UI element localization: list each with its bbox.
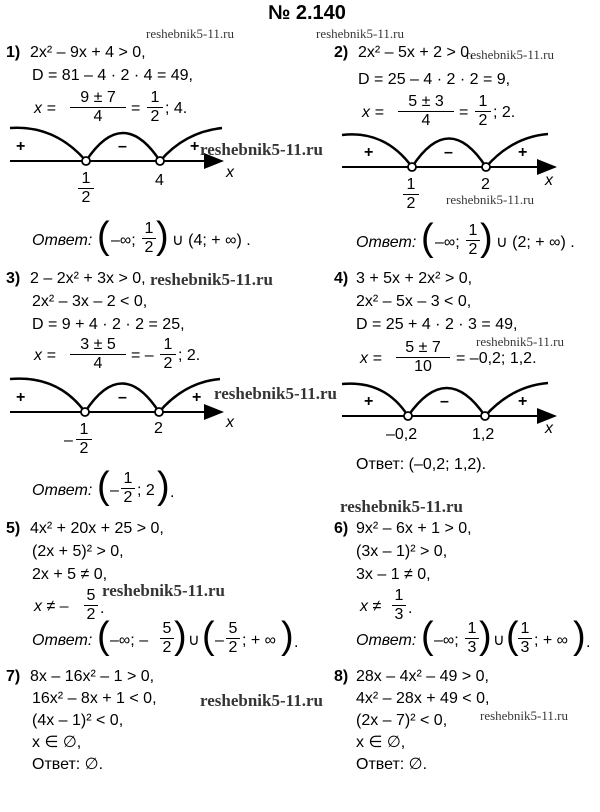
answer-label: Ответ: <box>32 232 93 249</box>
sign-plus: + <box>192 389 202 406</box>
paren-close: ) <box>480 217 493 259</box>
point-label: –0,2 <box>386 426 418 443</box>
answer-label: Ответ: <box>356 234 417 251</box>
answer-part: – <box>215 632 224 649</box>
answer-part: –∞; – <box>110 632 149 649</box>
watermark: reshebnik5-11.ru <box>476 334 564 349</box>
open-point <box>82 157 90 165</box>
sign-plus: + <box>364 144 374 161</box>
problem-8-line-4: x ∈ ∅, <box>356 734 406 751</box>
point-label: $\frac{1}{2}$ <box>78 170 94 207</box>
problem-4-x-eq: x = <box>360 350 382 367</box>
paren-close: ) <box>174 615 187 657</box>
problem-8-line-3: (2x – 7)² < 0, <box>356 712 448 729</box>
problem-3-number: 3) <box>6 270 21 287</box>
problem-6-dot: . <box>408 600 413 617</box>
problem-1-line-2: D = 81 – 4 · 2 · 4 = 49, <box>32 67 193 84</box>
problem-3-line-2: 2x² – 3x – 2 < 0, <box>32 293 148 310</box>
open-point <box>155 408 163 416</box>
paren-open: ( <box>506 615 519 657</box>
answer-fraction: $\frac{1}{2}$ <box>466 222 480 259</box>
answer-fraction: $\frac{5}{2}$ <box>226 620 240 657</box>
paren-close: ) <box>573 615 586 657</box>
problem-6-line-3: 3x – 1 ≠ 0, <box>356 566 431 583</box>
problem-6-line-2: (3x – 1)² > 0, <box>356 543 448 560</box>
sign-plus: + <box>16 389 26 406</box>
answer-fraction: $\frac{1}{2}$ <box>142 220 156 257</box>
open-point <box>81 408 89 416</box>
point-label: 2 <box>154 420 163 437</box>
sign-plus: + <box>518 144 528 161</box>
answer-line: Ответ: ∅. <box>356 756 428 773</box>
problem-2-line-2: D = 25 – 4 · 2 · 2 = 9, <box>358 71 511 88</box>
problem-2-root-fraction: $\frac{1}{2}$ <box>475 93 491 130</box>
answer-fraction: $\frac{1}{3}$ <box>518 620 532 657</box>
problem-6-number: 6) <box>334 520 349 537</box>
problem-2-fraction: $\frac{5 \pm 3}{4}$ <box>398 93 454 130</box>
problem-4-fraction: $\frac{5 \pm 7}{10}$ <box>396 339 450 376</box>
answer-end: . <box>294 634 299 651</box>
problem-7-line-3: (4x – 1)² < 0, <box>32 712 124 729</box>
open-point <box>482 163 490 171</box>
paren-open: ( <box>421 217 434 259</box>
problem-1-line-1: 2x² – 9x + 4 > 0, <box>30 44 146 61</box>
answer-end: . <box>586 634 591 651</box>
open-point <box>404 412 412 420</box>
watermark: reshebnik5-11.ru <box>214 384 337 403</box>
axis-label: x <box>226 414 234 431</box>
answer-fraction: $\frac{5}{2}$ <box>160 620 174 657</box>
problem-7-line-4: x ∈ ∅, <box>32 734 82 751</box>
paren-open: ( <box>97 615 110 657</box>
answer-part: ; 2 <box>137 482 155 499</box>
watermark: reshebnik5-11.ru <box>340 497 463 516</box>
sign-plus: + <box>518 393 528 410</box>
problem-4-roots-tail: = –0,2; 1,2. <box>456 350 537 367</box>
point-label: 4 <box>155 172 164 189</box>
answer-part: –∞; <box>111 232 136 249</box>
answer-part: ; + ∞ <box>534 632 569 649</box>
open-point <box>481 412 489 420</box>
problem-4-line-3: D = 25 + 4 · 2 · 3 = 49, <box>356 316 518 333</box>
answer-line: Ответ: (–0,2; 1,2). <box>356 456 487 473</box>
paren-open: ( <box>202 615 215 657</box>
problem-1-root-fraction: $\frac{1}{2}$ <box>147 89 163 126</box>
problem-2-eq: = <box>459 104 469 121</box>
problem-8-line-2: 4x² – 28x + 49 < 0, <box>356 690 490 707</box>
problem-5-line-1: 4x² + 20x + 25 > 0, <box>30 520 164 537</box>
point-label: $\frac{1}{2}$ <box>76 421 92 458</box>
problem-1-x-eq: x = <box>34 100 56 117</box>
problem-1-number: 1) <box>6 44 21 61</box>
problem-6-line-1: 9x² – 6x + 1 > 0, <box>356 520 472 537</box>
axis-label: x <box>545 420 553 437</box>
problem-4-number: 4) <box>334 270 349 287</box>
watermark: reshebnik5-11.ru <box>146 26 234 41</box>
sign-plus: + <box>16 138 26 155</box>
problem-5-line-3: 2x + 5 ≠ 0, <box>32 566 108 583</box>
answer-part: –∞; <box>435 234 460 251</box>
watermark: reshebnik5-11.ru <box>200 140 323 159</box>
paren-close: ) <box>281 615 294 657</box>
answer-label: Ответ: <box>356 632 417 649</box>
axis-label: x <box>545 172 553 189</box>
answer-fraction: $\frac{1}{2}$ <box>121 470 135 507</box>
answer-label: Ответ: <box>32 482 93 499</box>
answer-union: ∪ <box>493 632 505 649</box>
problem-1-eq: = <box>131 100 141 117</box>
problem-8-line-1: 28x – 4x² – 49 > 0, <box>356 668 489 685</box>
problem-3-root-fraction: $\frac{1}{2}$ <box>160 336 176 373</box>
problem-5-fraction: $\frac{5}{2}$ <box>84 587 98 624</box>
watermark: reshebnik5-11.ru <box>480 708 568 723</box>
answer-union: ∪ <box>188 632 200 649</box>
watermark: reshebnik5-11.ru <box>150 270 273 289</box>
paren-open: ( <box>97 215 110 257</box>
sign-minus: – <box>440 393 449 410</box>
problem-2-x-eq: x = <box>362 104 384 121</box>
problem-5-number: 5) <box>6 520 21 537</box>
answer-end: . <box>170 484 175 501</box>
paren-open: ( <box>421 615 434 657</box>
problem-3-eq: = – <box>131 347 154 364</box>
open-point <box>156 157 164 165</box>
answer-part: ∪ (4; + ∞) . <box>172 232 251 249</box>
problem-3-line-1: 2 – 2x² + 3x > 0, <box>30 270 146 287</box>
problem-7-number: 7) <box>6 668 21 685</box>
problem-1-roots-tail: ; 4. <box>165 100 188 117</box>
watermark: reshebnik5-11.ru <box>316 26 404 41</box>
axis-label: x <box>226 164 234 181</box>
watermark: reshebnik5-11.ru <box>446 192 534 207</box>
problem-6-x-neq: x ≠ <box>360 598 382 615</box>
problem-3-x-eq: x = <box>34 347 56 364</box>
point-label: 1,2 <box>472 426 495 443</box>
answer-part: –∞; <box>434 632 459 649</box>
problem-2-line-1: 2x² – 5x + 2 > 0, <box>358 44 474 61</box>
watermark: reshebnik5-11.ru <box>102 581 225 600</box>
number-line-3 <box>10 379 222 416</box>
problem-1-fraction: $\frac{9 \pm 7}{4}$ <box>70 89 126 126</box>
answer-part: ∪ (2; + ∞) . <box>496 234 575 251</box>
point-label: $\frac{1}{2}$ <box>403 176 419 213</box>
problem-7-line-2: 16x² – 8x + 1 < 0, <box>32 690 157 707</box>
problem-2-roots-tail: ; 2. <box>493 104 516 121</box>
paren-close: ) <box>479 615 492 657</box>
page-title: № 2.140 <box>268 2 346 24</box>
answer-part: – <box>110 482 119 499</box>
paren-close: ) <box>157 465 170 507</box>
watermark: reshebnik5-11.ru <box>200 691 323 710</box>
problem-6-fraction: $\frac{1}{3}$ <box>392 587 406 624</box>
problem-8-number: 8) <box>334 668 349 685</box>
problem-3-line-3: D = 9 + 4 · 2 · 2 = 25, <box>32 316 185 333</box>
sign-plus: + <box>364 393 374 410</box>
problem-5-line-2: (2x + 5)² > 0, <box>32 543 124 560</box>
answer-part: ; + ∞ <box>242 632 277 649</box>
problem-2-number: 2) <box>334 44 349 61</box>
problem-3-roots-tail: ; 2. <box>178 347 201 364</box>
problem-5-x-neq: x ≠ – <box>34 598 69 615</box>
point-label-sign: – <box>64 432 73 449</box>
sign-minus: – <box>118 138 127 155</box>
sign-minus: – <box>444 144 453 161</box>
problem-4-line-2: 2x² – 5x – 3 < 0, <box>356 293 472 310</box>
answer-line: Ответ: ∅. <box>32 756 104 773</box>
problem-5-dot: . <box>100 600 105 617</box>
paren-close: ) <box>156 215 169 257</box>
open-point <box>408 163 416 171</box>
problem-3-fraction: $\frac{3 \pm 5}{4}$ <box>70 336 126 373</box>
watermark: reshebnik5-11.ru <box>466 47 554 62</box>
answer-label: Ответ: <box>32 632 93 649</box>
point-label: 2 <box>481 176 490 193</box>
sign-minus: – <box>118 389 127 406</box>
answer-fraction: $\frac{1}{3}$ <box>465 620 479 657</box>
problem-7-line-1: 8x – 16x² – 1 > 0, <box>30 668 155 685</box>
paren-open: ( <box>97 465 110 507</box>
problem-4-line-1: 3 + 5x + 2x² > 0, <box>356 270 473 287</box>
sign-plus: + <box>190 138 200 155</box>
